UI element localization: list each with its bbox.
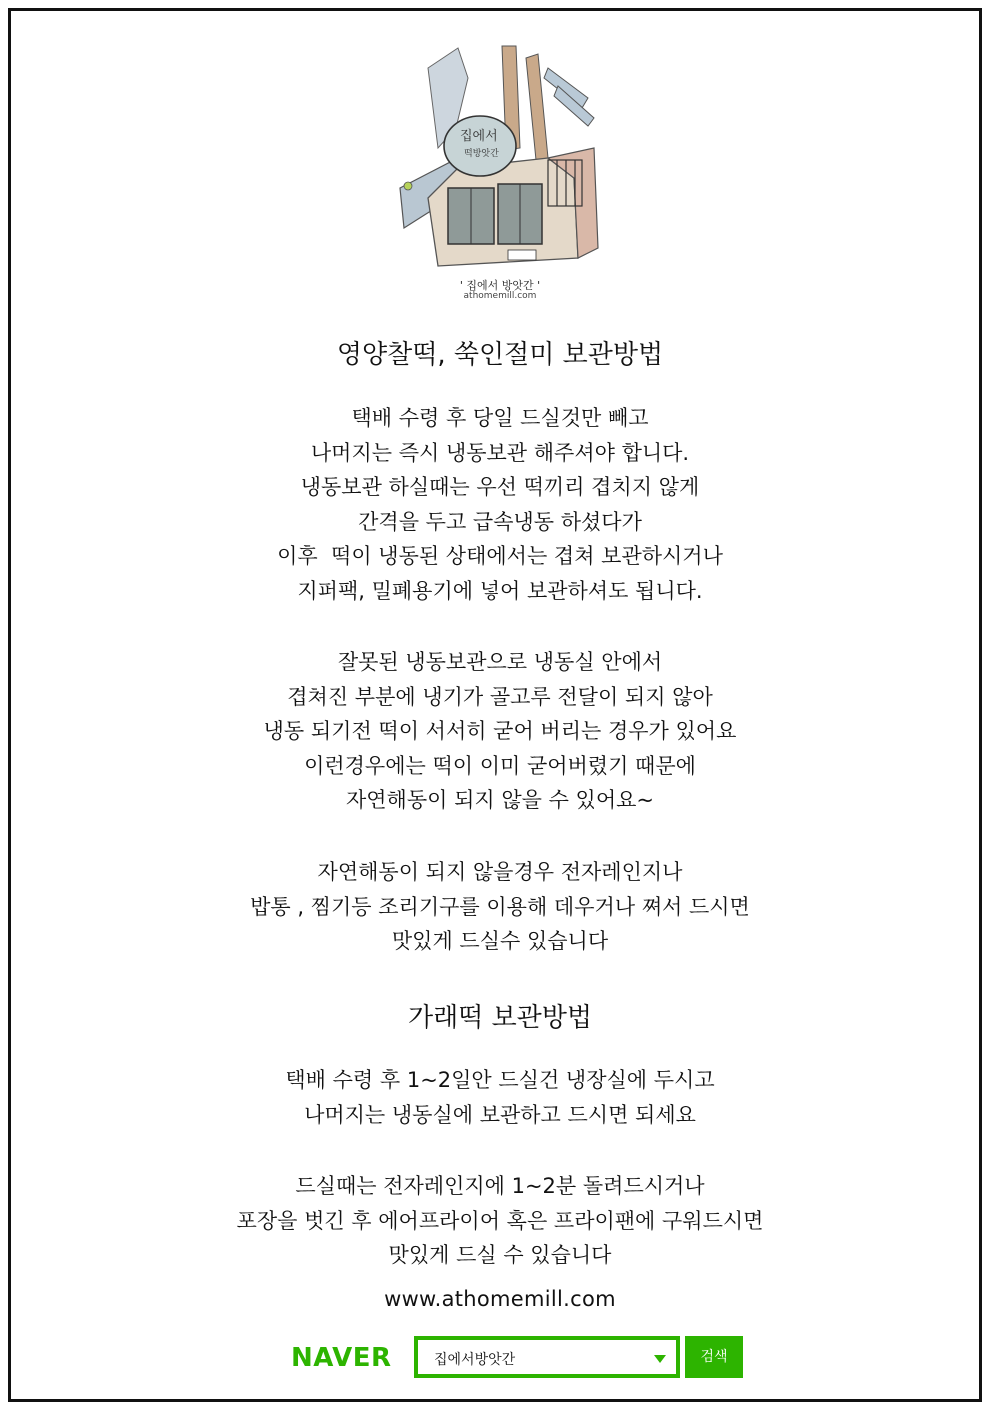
- text-line: 택배 수령 후 당일 드실것만 빼고: [351, 406, 649, 430]
- svg-text:집에서: 집에서: [460, 129, 498, 144]
- search-input[interactable]: [414, 1336, 680, 1378]
- text-line: 잘못된 냉동보관으로 냉동실 안에서: [337, 650, 663, 674]
- logo-caption: ' 집에서 방앗간 ': [459, 279, 541, 292]
- text-line: 드실때는 전자레인지에 1~2분 돌려드시거나: [295, 1174, 705, 1198]
- naver-logo: NAVER: [291, 1343, 392, 1373]
- text-line: 자연해동이 되지 않을경우 전자레인지나: [317, 860, 683, 884]
- svg-text:떡방앗간: 떡방앗간: [464, 149, 499, 159]
- text-line: 나머지는 냉동실에 보관하고 드시면 되세요: [304, 1102, 696, 1127]
- section1-paragraph2: [0, 645, 1000, 818]
- text-line: 나머지는 즉시 냉동보관 해주셔야 합니다.: [310, 440, 690, 465]
- search-button[interactable]: 검색: [685, 1336, 743, 1378]
- section1-title: 영양찰떡, 쑥인절미 보관방법: [336, 340, 664, 370]
- chevron-down-icon[interactable]: [654, 1355, 666, 1363]
- text-line: 지퍼팩, 밀폐용기에 넣어 보관하셔도 됩니다.: [297, 578, 703, 603]
- website-url[interactable]: www.athomemill.com: [384, 1287, 616, 1311]
- text-line: 냉동 되기전 떡이 서서히 굳어 버리는 경우가 있어요: [263, 719, 737, 743]
- section2-paragraph2: [0, 1169, 1000, 1273]
- text-line: 이후 떡이 냉동된 상태에서는 겹쳐 보관하시거나: [277, 544, 723, 568]
- text-line: 포장을 벗긴 후 에어프라이어 혹은 프라이팬에 구워드시면: [236, 1208, 764, 1233]
- logo-caption-url: athomemill.com: [463, 291, 537, 301]
- text-line: 밥통 , 찜기등 조리기구를 이용해 데우거나 쪄서 드시면: [250, 894, 750, 919]
- search-value: 집에서방앗간: [434, 1352, 516, 1368]
- section1-paragraph3: [0, 855, 1000, 959]
- text-line: 택배 수령 후 1~2일안 드실건 냉장실에 두시고: [285, 1068, 715, 1092]
- text-line: 간격을 두고 급속냉동 하셨다가: [358, 509, 642, 534]
- section1-paragraph1: [0, 401, 1000, 608]
- text-line: 겹쳐진 부분에 냉기가 골고루 전달이 되지 않아: [287, 684, 713, 709]
- text-line: 이런경우에는 떡이 이미 굳어버렸기 때문에: [304, 753, 696, 778]
- text-line: 냉동보관 하실때는 우선 떡끼리 겹치지 않게: [300, 475, 700, 499]
- text-line: 맛있게 드실 수 있습니다: [388, 1243, 612, 1267]
- text-line: 자연해동이 되지 않을 수 있어요~: [345, 788, 654, 812]
- section2-paragraph1: [0, 1063, 1000, 1132]
- shop-illustration: [398, 38, 602, 274]
- text-line: 맛있게 드실수 있습니다: [391, 929, 609, 953]
- section2-title: 가래떡 보관방법: [407, 1003, 593, 1033]
